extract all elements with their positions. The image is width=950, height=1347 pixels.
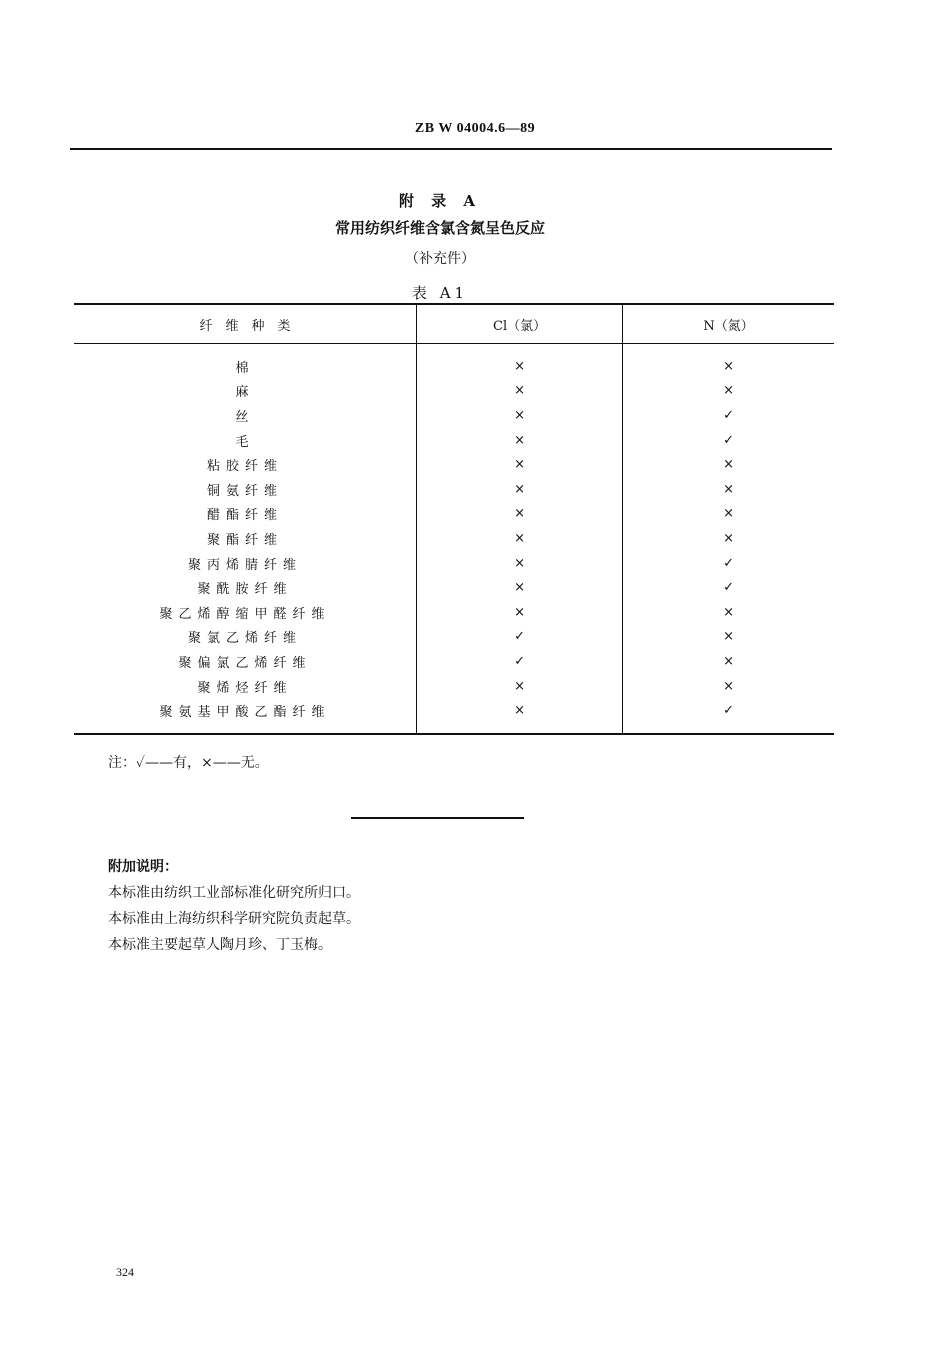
table-row: [74, 526, 834, 551]
standard-code: ZB W 04004.6—89: [414, 121, 536, 136]
fiber-name-cell: 棉: [74, 344, 417, 379]
n-reaction-cell: ×: [723, 457, 734, 473]
additional-info-line: 本标准主要起草人陶月珍、丁玉梅。: [108, 937, 332, 953]
n-reaction-cell: ×: [723, 604, 734, 620]
fiber-name-cell: 丝: [74, 403, 417, 428]
n-reaction-cell: ✓: [723, 432, 734, 448]
table-row: [74, 698, 834, 734]
table-row: [74, 600, 834, 625]
n-reaction-cell: ✓: [723, 580, 734, 596]
table-row: [74, 674, 834, 699]
cl-reaction-cell: ×: [417, 344, 623, 379]
table-row: [74, 344, 834, 379]
additional-info-line: 本标准由上海纺织科学研究院负责起草。: [108, 911, 360, 927]
n-reaction-cell: ×: [723, 506, 734, 522]
fiber-name-cell: 聚丙烯腈纤维: [74, 551, 417, 576]
fiber-name-cell: 聚乙烯醇缩甲醛纤维: [74, 600, 417, 625]
n-reaction-cell: ×: [723, 358, 734, 374]
additional-info-line: 本标准由纺织工业部标准化研究所归口。: [108, 885, 360, 901]
table-label: 表 A1: [411, 284, 469, 302]
fiber-name-cell: 铜氨纤维: [74, 477, 417, 502]
cl-reaction-cell: ×: [417, 477, 623, 502]
cl-reaction-cell: ×: [417, 502, 623, 527]
fiber-name-cell: 聚酰胺纤维: [74, 575, 417, 600]
fiber-name-cell: 毛: [74, 428, 417, 453]
table-row: [74, 575, 834, 600]
additional-info-heading: 附加说明：: [108, 859, 178, 875]
header-rule: [70, 148, 832, 150]
fiber-name-cell: 麻: [74, 379, 417, 404]
cl-reaction-cell: ×: [417, 526, 623, 551]
cl-reaction-cell: ×: [417, 452, 623, 477]
additional-info: [108, 854, 360, 958]
cl-reaction-cell: ✓: [417, 625, 623, 650]
fiber-name-cell: 聚酯纤维: [74, 526, 417, 551]
fiber-name-cell: 聚氯乙烯纤维: [74, 625, 417, 650]
cl-reaction-cell: ×: [417, 428, 623, 453]
table-row: [74, 649, 834, 674]
column-header-n: N（氮）: [623, 304, 834, 344]
table-body: [74, 344, 834, 734]
table-row: [74, 452, 834, 477]
cl-reaction-cell: ×: [417, 600, 623, 625]
column-header-fiber: 纤 维 种 类: [74, 304, 417, 344]
table-note: 注：✓——有，×——无。: [108, 755, 269, 771]
table-row: [74, 379, 834, 404]
table-row: [74, 477, 834, 502]
fiber-name-cell: 聚烯烃纤维: [74, 674, 417, 699]
cl-reaction-cell: ✓: [417, 649, 623, 674]
n-reaction-cell: ✓: [723, 703, 734, 719]
table-row: [74, 403, 834, 428]
fiber-name-cell: 聚氨基甲酸乙酯纤维: [74, 698, 417, 734]
n-reaction-cell: ✓: [723, 407, 734, 423]
cl-reaction-cell: ×: [417, 403, 623, 428]
fiber-name-cell: 聚偏氯乙烯纤维: [74, 649, 417, 674]
cl-reaction-cell: ×: [417, 698, 623, 734]
n-reaction-cell: ×: [723, 481, 734, 497]
table-row: [74, 551, 834, 576]
page-number: 324: [116, 1265, 134, 1279]
table-row: [74, 625, 834, 650]
fiber-name-cell: 粘胶纤维: [74, 452, 417, 477]
table-row: [74, 428, 834, 453]
cl-reaction-cell: ×: [417, 575, 623, 600]
cl-reaction-cell: ×: [417, 379, 623, 404]
appendix-label: 附 录 A: [398, 192, 482, 210]
n-reaction-cell: ×: [723, 678, 734, 694]
cl-reaction-cell: ×: [417, 674, 623, 699]
fiber-name-cell: 醋酯纤维: [74, 502, 417, 527]
n-reaction-cell: ×: [723, 530, 734, 546]
n-reaction-cell: ×: [723, 629, 734, 645]
appendix-title: 常用纺织纤维含氯含氮呈色反应: [334, 219, 545, 237]
appendix-subtitle: （补充件）: [405, 251, 475, 267]
end-rule: [351, 817, 524, 819]
n-reaction-cell: ✓: [723, 555, 734, 571]
table-row: [74, 502, 834, 527]
n-reaction-cell: ×: [723, 653, 734, 669]
fiber-reaction-table: [74, 303, 834, 735]
n-reaction-cell: ×: [723, 383, 734, 399]
table-header-row: [74, 304, 834, 344]
column-header-cl: Cl（氯）: [417, 304, 623, 344]
cl-reaction-cell: ×: [417, 551, 623, 576]
